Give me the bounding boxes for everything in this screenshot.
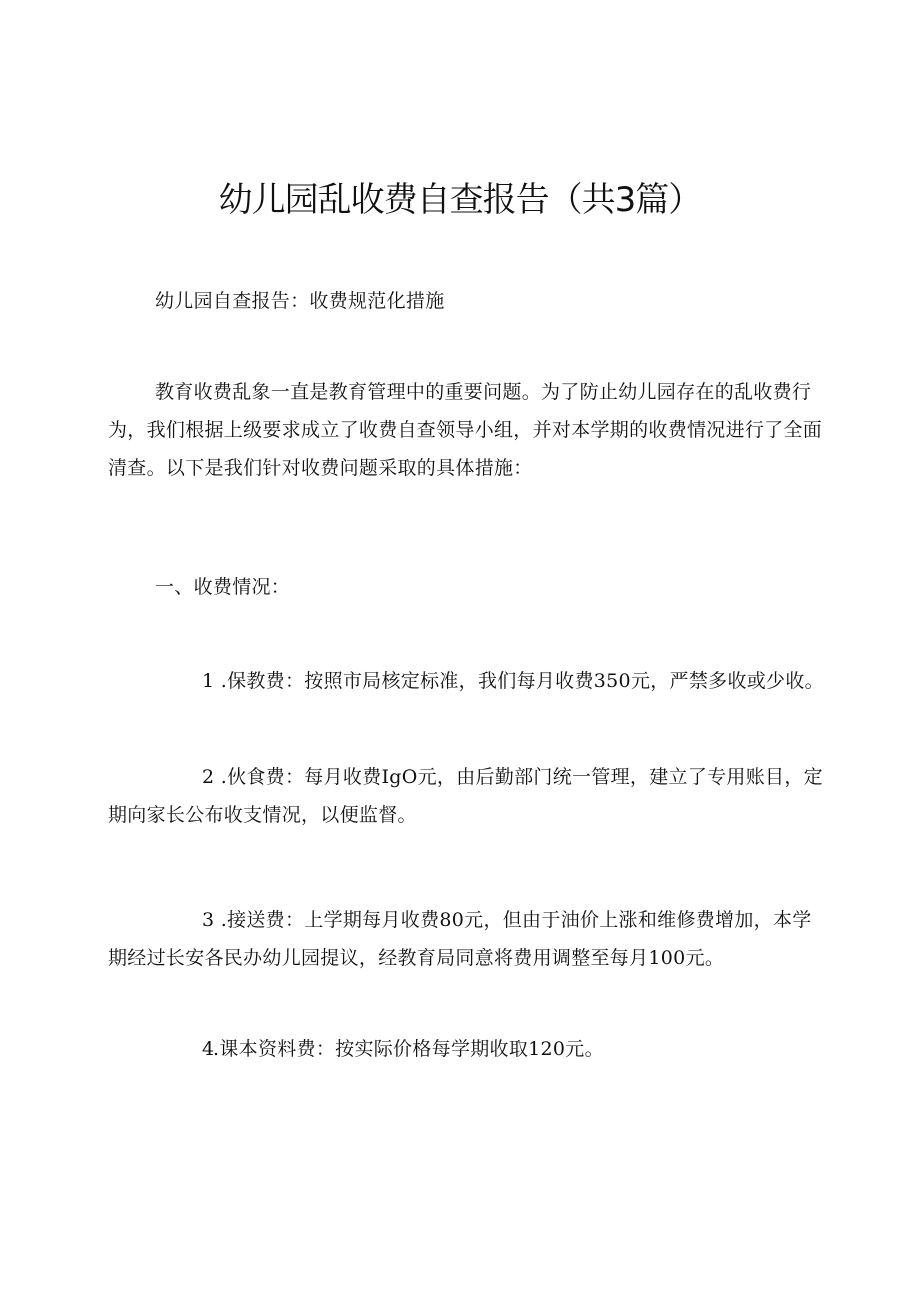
list-item xyxy=(108,901,824,977)
item-number: 4 xyxy=(202,1038,215,1060)
item-text: .课本资料费：按实际价格每学期收取120元。 xyxy=(213,1038,604,1060)
item-number: 3 xyxy=(202,909,215,931)
list-item xyxy=(108,1030,824,1068)
section-heading: 一、收费情况： xyxy=(155,576,291,598)
list-item xyxy=(108,758,824,834)
list-item xyxy=(108,662,824,700)
item-number: 1 xyxy=(202,670,215,692)
item-text: .保教费：按照市局核定标准，我们每月收费350元，严禁多收或少收。 xyxy=(220,670,824,692)
item-number: 2 xyxy=(202,766,215,788)
document-subtitle: 幼儿园自查报告：收费规范化措施 xyxy=(155,290,445,312)
document-title: 幼儿园乱收费自查报告（共3篇） xyxy=(218,180,702,220)
intro-paragraph: 教育收费乱象一直是教育管理中的重要问题。为了防止幼儿园存在的乱收费行为，我们根据上级要求成立了收费自查领导小组，并对本学期的收费情况进行了全面清查。以下是我们针对收费问题采取的具体措施： xyxy=(108,381,823,479)
item-text: .接送费：上学期每月收费80元，但由于油价上涨和维修费增加，本学期经过长安各民办幼儿园提议，经教育局同意将费用调整至每月100元。 xyxy=(108,909,812,969)
item-text: .伙食费：每月收费IgO元，由后勤部门统一管理，建立了专用账目，定期向家长公布收支情况，以便监督。 xyxy=(108,766,823,826)
